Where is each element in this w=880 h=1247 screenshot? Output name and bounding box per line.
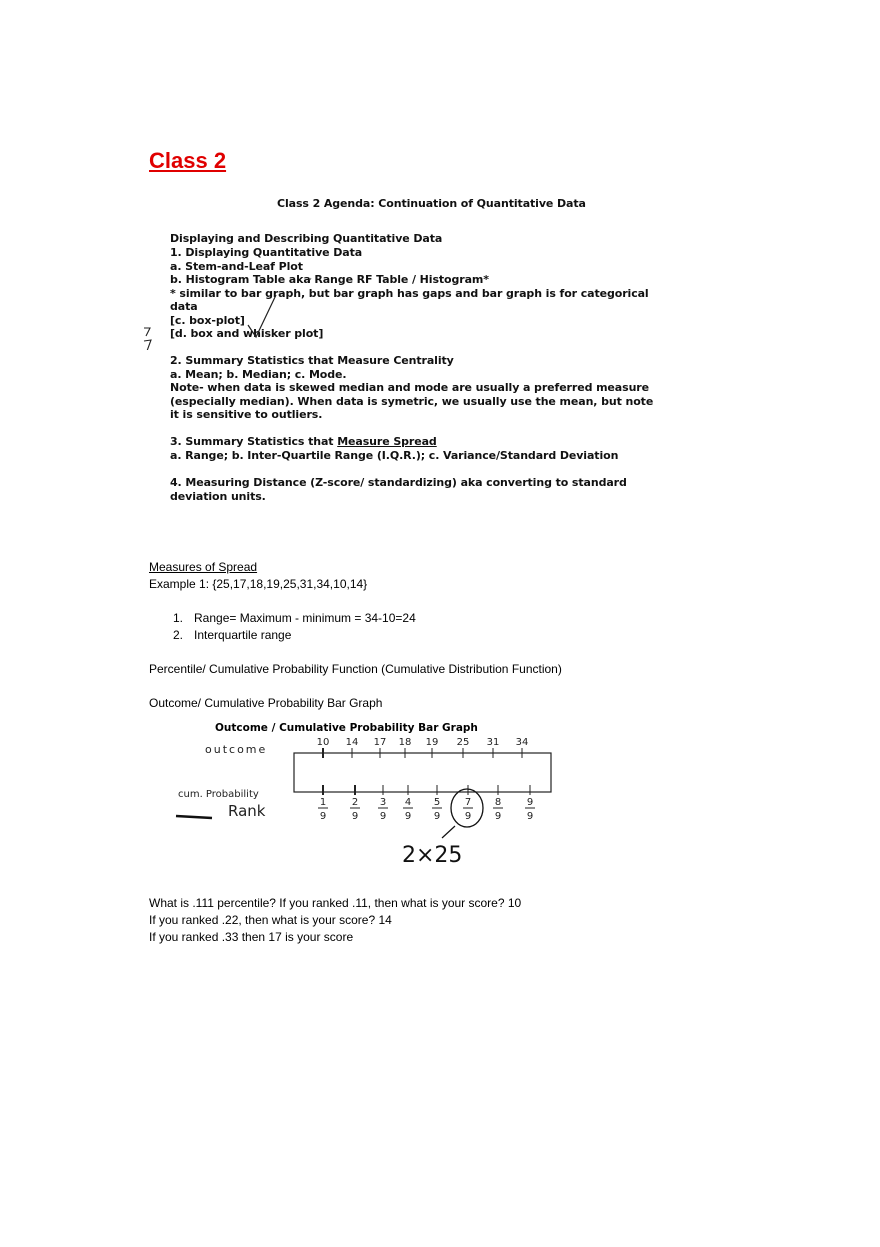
rank-denominator: 9 [351,811,359,822]
diagram-title: Outcome / Cumulative Probability Bar Graph [215,722,478,734]
qa-line: If you ranked .22, then what is your score? 14 [149,913,392,927]
agenda-line: 2. Summary Statistics that Measure Centrality [170,354,454,367]
qa-line: What is .111 percentile? If you ranked .11, then what is your score? 10 [149,896,522,910]
rank-label: Rank [228,802,266,820]
outcome-tick-label: 10 [316,737,330,748]
page-title: Class 2 [149,148,227,173]
list-number: 1. [173,611,184,625]
qa-line: If you ranked .33 then 17 is your score [149,930,354,944]
rank-numerator: 9 [526,797,534,808]
outcome-tick-label: 19 [425,737,439,748]
agenda-line: Displaying and Describing Quantitative Data [170,232,443,245]
agenda-line: data [170,300,198,313]
rank-numerator: 3 [379,797,387,808]
outcome-tick-label: 17 [373,737,387,748]
pointer-line [442,826,455,838]
outcome-tick-label: 18 [398,737,412,748]
list-item: Range= Maximum - minimum = 34-10=24 [194,611,416,625]
rank-denominator: 9 [464,811,472,822]
rank-denominator: 9 [433,811,441,822]
rank-numerator: 5 [433,797,441,808]
list-number: 2. [173,628,184,642]
agenda-line: [d. box and whisker plot] [170,327,324,340]
rank-numerator: 2 [351,797,359,808]
agenda-line: b. Histogram Table aka Range RF Table / Histogram* [170,273,489,286]
agenda-line: 1. Displaying Quantitative Data [170,246,363,259]
agenda-line: (especially median). When data is symetric, we usually use the mean, but note [170,395,654,408]
strikethrough-mark [176,816,212,818]
agenda-line: 4. Measuring Distance (Z-score/ standardizing) aka converting to standard [170,476,627,489]
rank-numerator: 7 [464,797,472,808]
probability-label: cum. Probability [178,789,259,800]
rank-denominator: 9 [526,811,534,822]
agenda-line: deviation units. [170,490,266,503]
agenda-line: * similar to bar graph, but bar graph has gaps and bar graph is for categorical [170,287,649,300]
rank-denominator: 9 [494,811,502,822]
outcome-tick-label: 31 [486,737,500,748]
agenda-line: it is sensitive to outliers. [170,408,323,421]
agenda-underlined: Measure Spread [337,435,437,448]
rank-denominator: 9 [404,811,412,822]
agenda-line: [c. box-plot] [170,314,245,327]
rank-denominator: 9 [379,811,387,822]
list-item: Interquartile range [194,628,292,642]
bar-frame [294,753,551,792]
agenda-line: a. Range; b. Inter-Quartile Range (I.Q.R.); c. Variance/Standard Deviation [170,449,619,462]
outcome-label: outcome [205,743,268,756]
rank-numerator: 8 [494,797,502,808]
example-text: Example 1: {25,17,18,19,25,31,34,10,14} [149,577,368,591]
agenda-line: a. Mean; b. Median; c. Mode. [170,368,347,381]
annotation-text: 2×25 [402,843,463,868]
agenda-line: Note- when data is skewed median and mode are usually a preferred measure [170,381,649,394]
outcome-tick-label: 14 [345,737,359,748]
agenda-text: 3. Summary Statistics that [170,435,338,448]
paragraph: Percentile/ Cumulative Probability Function (Cumulative Distribution Function) [149,662,562,676]
agenda-heading: Class 2 Agenda: Continuation of Quantitative Data [277,197,586,210]
outcome-tick-label: 34 [515,737,529,748]
rank-numerator: 1 [319,797,327,808]
rank-numerator: 4 [404,797,412,808]
agenda-line: a. Stem-and-Leaf Plot [170,260,303,273]
paragraph: Outcome/ Cumulative Probability Bar Graph [149,696,383,710]
outcome-tick-label: 25 [456,737,470,748]
section-heading: Measures of Spread [149,560,258,574]
rank-denominator: 9 [319,811,327,822]
